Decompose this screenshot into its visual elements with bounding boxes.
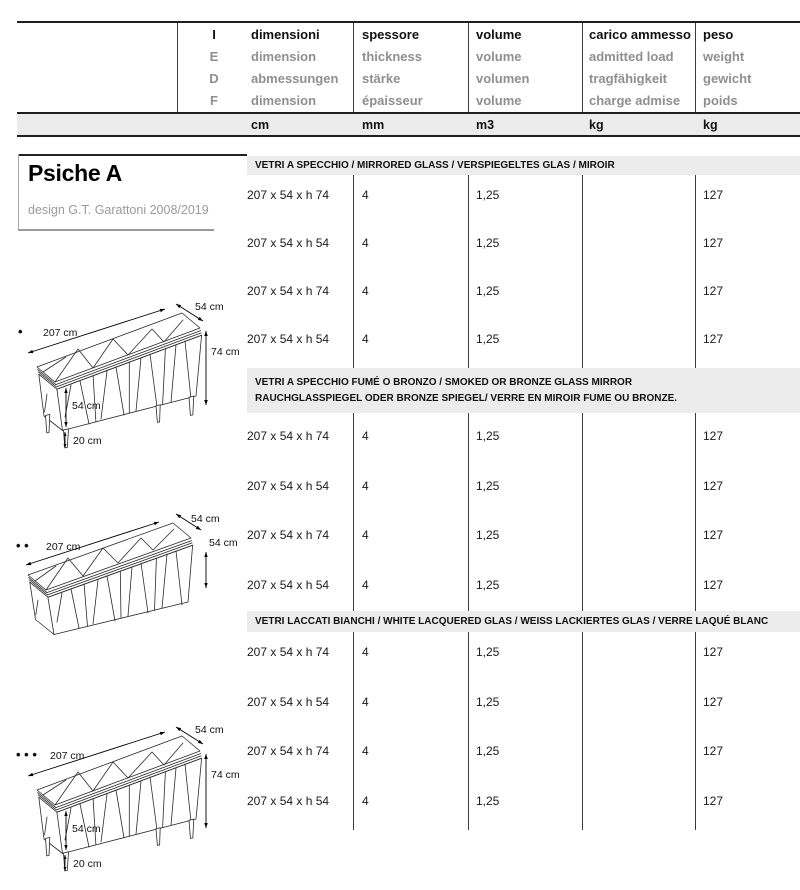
col-load: admitted load	[589, 49, 674, 64]
product-designer: design G.T. Garattoni 2008/2019	[28, 203, 209, 217]
cell-dimensions: 207 x 54 x h 74	[247, 645, 330, 659]
depth-dimension-label: 54 cm	[195, 301, 224, 313]
cell-weight: 127	[703, 528, 724, 542]
section-title: VETRI A SPECCHIO / MIRRORED GLASS / VERSPIEGELTES GLAS / MIROIR	[255, 160, 615, 171]
lang-code: E	[209, 49, 219, 64]
col-volume: volume	[476, 49, 522, 64]
cell-volume: 1,25	[476, 284, 500, 298]
section-rows	[247, 413, 800, 611]
variant-bullet-marker: •	[18, 324, 23, 339]
header-row-en	[177, 46, 800, 67]
cell-volume: 1,25	[476, 645, 500, 659]
section-title: RAUCHGLASSPIEGEL ODER BRONZE SPIEGEL/ VERRE EN MIROIR FUME OU BRONZE.	[255, 393, 678, 404]
sideboard-drawing-legs-2	[10, 718, 245, 883]
cell-load	[582, 413, 695, 463]
col-weight: gewicht	[703, 71, 752, 86]
cell-load	[582, 463, 695, 513]
col-weight: weight	[703, 49, 745, 64]
cell-weight: 127	[703, 577, 724, 592]
cell-dimensions: 207 x 54 x h 74	[247, 528, 330, 542]
length-dimension-label: 207 cm	[50, 750, 85, 762]
table-header	[177, 23, 800, 112]
cell-volume: 1,25	[476, 793, 500, 808]
cell-weight: 127	[703, 744, 724, 758]
lang-code: F	[210, 93, 218, 108]
leg-height-dimension-label: 20 cm	[73, 435, 102, 447]
body-height-dimension-label: 54 cm	[72, 823, 101, 835]
total-height-dimension-label: 74 cm	[211, 769, 240, 781]
depth-dimension-label: 54 cm	[195, 724, 224, 736]
cell-load	[582, 562, 695, 612]
variant-bullet-marker: • • •	[16, 747, 37, 762]
cell-thickness: 4	[362, 793, 369, 808]
total-height-dimension-label: 74 cm	[211, 346, 240, 358]
cell-weight: 127	[703, 793, 724, 808]
col-thickness: spessore	[362, 27, 420, 42]
header-row-de	[177, 68, 800, 89]
lang-code: D	[209, 71, 219, 86]
col-load: charge admise	[589, 93, 681, 108]
cell-load	[582, 271, 695, 319]
product-box-border	[18, 154, 247, 156]
section-header-smoked-bronze	[247, 368, 800, 413]
cell-weight: 127	[703, 429, 724, 443]
section-title: VETRI LACCATI BIANCHI / WHITE LACQUERED GLAS / WEISS LACKIERTES GLAS / VERRE LAQUÉ BLANC	[255, 616, 769, 627]
cell-volume: 1,25	[476, 332, 500, 346]
cell-dimensions: 207 x 54 x h 54	[247, 236, 330, 250]
cell-thickness: 4	[362, 284, 369, 298]
cell-load	[582, 632, 695, 682]
variant-bullet-marker: • •	[16, 538, 29, 553]
unit-thickness: mm	[362, 117, 385, 132]
cell-volume: 1,25	[476, 236, 500, 250]
col-thickness: thickness	[362, 49, 422, 64]
col-volume: volumen	[476, 71, 530, 86]
cell-thickness: 4	[362, 429, 369, 443]
unit-volume: m3	[476, 117, 495, 132]
section-header-mirrored-glass	[247, 156, 800, 175]
cell-thickness: 4	[362, 236, 369, 250]
unit-load: kg	[589, 117, 604, 132]
section-rows	[247, 175, 800, 367]
cell-thickness: 4	[362, 188, 369, 202]
cell-thickness: 4	[362, 645, 369, 659]
sideboard-drawing-no-legs	[10, 510, 245, 645]
section-header-white-lacquered	[247, 611, 800, 632]
product-box-border	[18, 154, 19, 230]
col-thickness: stärke	[362, 71, 401, 86]
cell-volume: 1,25	[476, 528, 500, 542]
product-box-border	[18, 229, 214, 231]
cell-load	[582, 319, 695, 367]
col-load: tragfähigkeit	[589, 71, 668, 86]
cell-dimensions: 207 x 54 x h 54	[247, 793, 330, 808]
cell-thickness: 4	[362, 528, 369, 542]
cell-volume: 1,25	[476, 429, 500, 443]
col-volume: volume	[476, 27, 522, 42]
cell-thickness: 4	[362, 478, 369, 493]
col-dimensions: dimension	[251, 93, 317, 108]
sideboard-drawing-legs-1	[10, 295, 245, 460]
cell-load	[582, 682, 695, 732]
unit-dimensions: cm	[251, 117, 270, 132]
col-thickness: épaisseur	[362, 93, 423, 108]
header-row-fr	[177, 90, 800, 111]
lang-code: I	[212, 27, 216, 42]
cell-weight: 127	[703, 188, 724, 202]
cell-volume: 1,25	[476, 188, 500, 202]
length-dimension-label: 207 cm	[43, 327, 78, 339]
cell-thickness: 4	[362, 694, 369, 709]
cell-weight: 127	[703, 694, 724, 709]
cell-volume: 1,25	[476, 577, 500, 592]
cell-volume: 1,25	[476, 694, 500, 709]
cell-dimensions: 207 x 54 x h 74	[247, 284, 330, 298]
cell-weight: 127	[703, 284, 724, 298]
cell-dimensions: 207 x 54 x h 74	[247, 429, 330, 443]
cell-weight: 127	[703, 332, 724, 346]
cell-weight: 127	[703, 236, 724, 250]
units-row	[17, 112, 800, 137]
cell-dimensions: 207 x 54 x h 54	[247, 577, 330, 592]
body-height-dimension-label: 54 cm	[72, 400, 101, 412]
cell-load	[582, 175, 695, 223]
header-row-it	[177, 24, 800, 45]
cell-load	[582, 223, 695, 271]
body-height-dimension-label: 54 cm	[209, 537, 238, 549]
col-dimensions: abmessungen	[251, 71, 339, 86]
col-volume: volume	[476, 93, 522, 108]
section-title: VETRI A SPECCHIO FUMÉ O BRONZO / SMOKED OR BRONZE GLASS MIRROR	[255, 377, 633, 388]
col-weight: poids	[703, 93, 738, 108]
col-weight: peso	[703, 27, 734, 42]
cell-thickness: 4	[362, 332, 369, 346]
unit-weight: kg	[703, 117, 718, 132]
cell-load	[582, 781, 695, 831]
leg-height-dimension-label: 20 cm	[73, 858, 102, 870]
cell-dimensions: 207 x 54 x h 54	[247, 332, 330, 346]
cell-load	[582, 512, 695, 562]
col-dimensions: dimensioni	[251, 27, 320, 42]
col-dimensions: dimension	[251, 49, 317, 64]
cell-weight: 127	[703, 645, 724, 659]
cell-thickness: 4	[362, 577, 369, 592]
cell-dimensions: 207 x 54 x h 54	[247, 478, 330, 493]
cell-dimensions: 207 x 54 x h 54	[247, 694, 330, 709]
col-load: carico ammesso	[589, 27, 691, 42]
cell-volume: 1,25	[476, 478, 500, 493]
cell-volume: 1,25	[476, 744, 500, 758]
cell-dimensions: 207 x 54 x h 74	[247, 744, 330, 758]
length-dimension-label: 207 cm	[46, 541, 81, 553]
cell-dimensions: 207 x 54 x h 74	[247, 188, 330, 202]
section-rows	[247, 632, 800, 830]
cell-load	[582, 731, 695, 781]
product-title: Psiche A	[28, 160, 122, 186]
cell-thickness: 4	[362, 744, 369, 758]
cell-weight: 127	[703, 478, 724, 493]
depth-dimension-label: 54 cm	[191, 513, 220, 525]
